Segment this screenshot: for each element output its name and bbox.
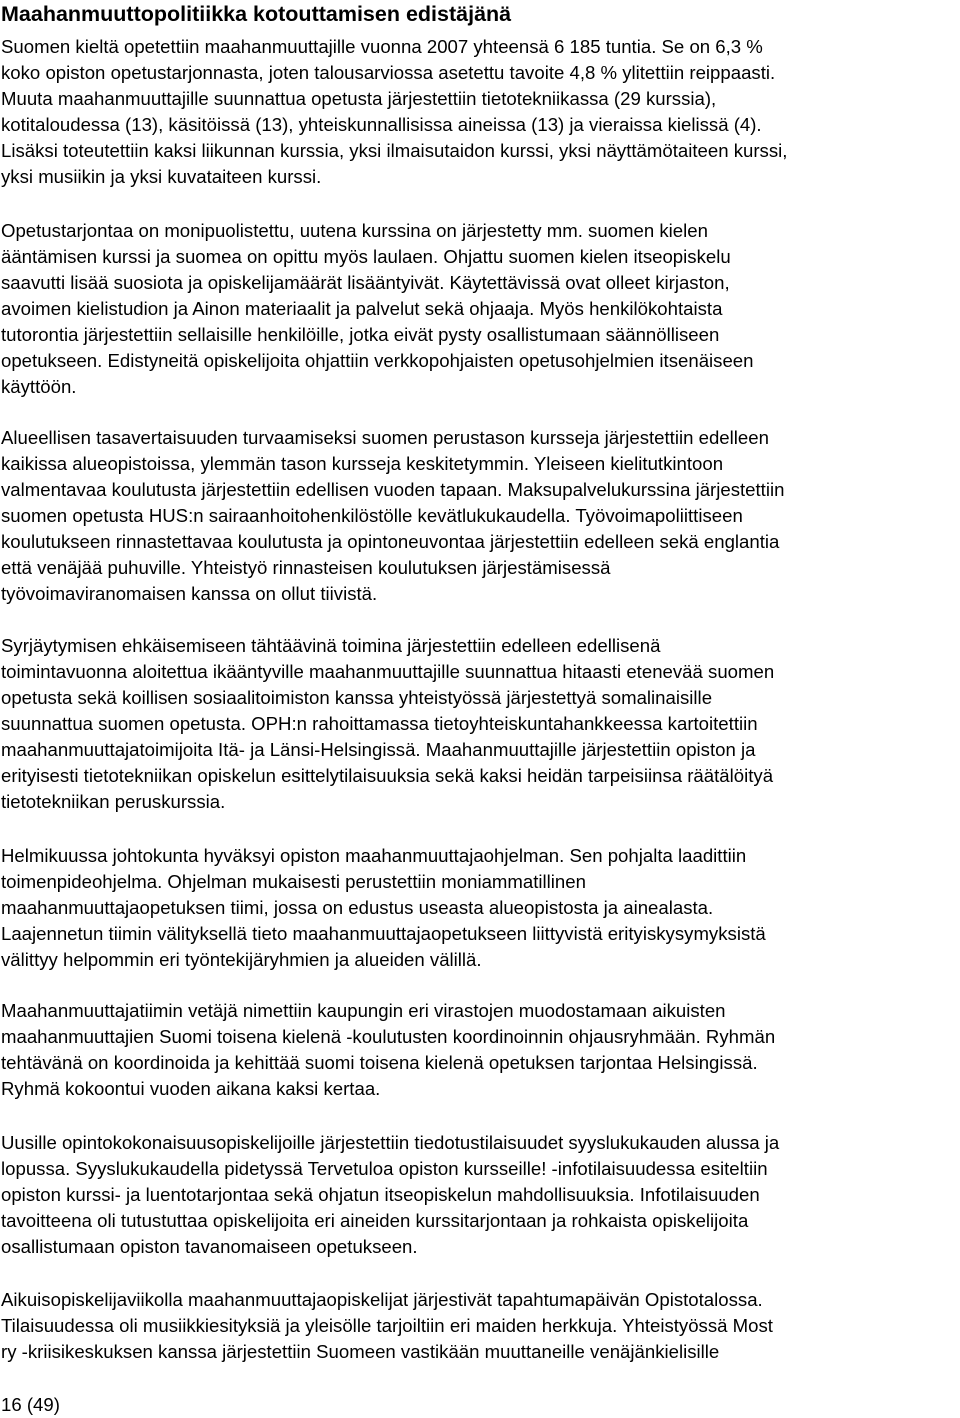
text-line: ry -kriisikeskuksen kanssa järjestettiin Suomeen vastikään muuttaneille venäjänkielisille [1, 1341, 720, 1362]
text-line: Uusille opintokokonaisuusopiskelijoille järjestettiin tiedotustilaisuudet syyslukukauden alussa ja [1, 1132, 780, 1153]
text-line: maahanmuuttajaopetuksen tiimi, jossa on edustus useasta alueopistosta ja ainealasta. [1, 897, 714, 918]
text-line: yksi musiikin ja yksi kuvataiteen kurssi. [1, 166, 322, 187]
text-line: suunnattua suomen opetusta. OPH:n rahoittamassa tietoyhteiskuntahankkeessa kartoitettiin [1, 713, 758, 734]
text-line: Syrjäytymisen ehkäisemiseen tähtäävinä toimina järjestettiin edelleen edellisenä [1, 635, 661, 656]
text-line: suomen opetusta HUS:n sairaanhoitohenkilöstölle kevätlukukaudella. Työvoimapoliittiseen [1, 505, 743, 526]
text-line: työvoimaviranomaisen kanssa on ollut tiivistä. [1, 583, 378, 604]
text-line: tavoitteena oli tutustuttaa opiskelijoita eri aineiden kurssitarjontaan ja rohkaista opiskelijoita [1, 1210, 749, 1231]
text-line: toimintavuonna aloitettua ikääntyville maahanmuuttajille suunnattua hitaasti etenevää suomen [1, 661, 775, 682]
text-line: maahanmuuttajatoimijoita Itä- ja Länsi-Helsingissä. Maahanmuuttajille järjestettiin opiston ja [1, 739, 756, 760]
page-number: 16 (49) [1, 1394, 60, 1415]
text-line: Laajennetun tiimin välityksellä tieto maahanmuuttajaopetukseen liittyvistä erityiskysymyksistä [1, 923, 766, 944]
text-line: tutorontia järjestettiin sellaisille henkilöille, jotka eivät pysty osallistumaan säännölliseen [1, 324, 720, 345]
text-line: Suomen kieltä opetettiin maahanmuuttajille vuonna 2007 yhteensä 6 185 tuntia. Se on 6,3 % [1, 36, 763, 57]
text-line: koulutukseen rinnastettavaa koulutusta ja opintoneuvontaa järjestettiin edelleen sekä englantia [1, 531, 780, 552]
text-line: Lisäksi toteutettiin kaksi liikunnan kurssia, yksi ilmaisutaidon kurssi, yksi näyttämötaiteen kurssi, [1, 140, 788, 161]
text-line: käyttöön. [1, 376, 77, 397]
text-line: Tilaisuudessa oli musiikkiesityksiä ja yleisölle tarjoiltiin eri maiden herkkuja. Yhteistyössä Most [1, 1315, 773, 1336]
text-line: Opetustarjontaa on monipuolistettu, uutena kurssina on järjestetty mm. suomen kielen [1, 220, 708, 241]
section-heading: Maahanmuuttopolitiikka kotouttamisen edistäjänä [1, 2, 512, 26]
text-line: Alueellisen tasavertaisuuden turvaamiseksi suomen perustason kursseja järjestettiin edelleen [1, 427, 769, 448]
text-line: ääntämisen kurssi ja suomea on opittu myös laulaen. Ohjattu suomen kielen itseopiskelu [1, 246, 731, 267]
text-line: opetukseen. Edistyneitä opiskelijoita ohjattiin verkkopohjaisten opetusohjelmien itsenäiseen [1, 350, 754, 371]
text-line: opiston kurssi- ja luentotarjontaa sekä ohjatun itseopiskelun mahdollisuuksia. Infotilaisuuden [1, 1184, 760, 1205]
text-line: saavutti lisää suosiota ja opiskelijamäärät lisääntyivät. Käytettävissä ovat olleet kirjaston, [1, 272, 730, 293]
text-line: tehtävänä on koordinoida ja kehittää suomi toisena kielenä opetuksen tarjontaa Helsingissä. [1, 1052, 758, 1073]
text-line: Maahanmuuttajatiimin vetäjä nimettiin kaupungin eri virastojen muodostamaan aikuisten [1, 1000, 726, 1021]
text-line: tietotekniikan peruskurssia. [1, 791, 226, 812]
text-line: Muuta maahanmuuttajille suunnattua opetusta järjestettiin tietotekniikassa (29 kurssia), [1, 88, 717, 109]
text-line: kaikissa alueopistoissa, ylemmän tason kursseja keskitetymmin. Yleiseen kielitutkintoon [1, 453, 724, 474]
text-line: välittyy helpommin eri työntekijäryhmien ja alueiden välillä. [1, 949, 482, 970]
text-line: Helmikuussa johtokunta hyväksyi opiston maahanmuuttajaohjelman. Sen pohjalta laadittiin [1, 845, 747, 866]
text-line: Aikuisopiskelijaviikolla maahanmuuttajaopiskelijat järjestivät tapahtumapäivän Opistotalossa. [1, 1289, 763, 1310]
text-line: avoimen kielistudion ja Ainon materiaalit ja palvelut sekä ohjaaja. Myös henkilökohtaista [1, 298, 723, 319]
text-line: toimenpideohjelma. Ohjelman mukaisesti perustettiin moniammatillinen [1, 871, 586, 892]
text-line: osallistumaan opiston tavanomaiseen opetukseen. [1, 1236, 418, 1257]
text-line: valmentavaa koulutusta järjestettiin edellisen vuoden tapaan. Maksupalvelukurssina järjestettiin [1, 479, 785, 500]
text-line: kotitaloudessa (13), käsitöissä (13), yhteiskunnallisissa aineissa (13) ja vieraissa kielissä (4). [1, 114, 762, 135]
text-line: lopussa. Syyslukukaudella pidetyssä Tervetuloa opiston kursseille! -infotilaisuudessa esiteltiin [1, 1158, 768, 1179]
text-line: maahanmuuttajien Suomi toisena kielenä -koulutusten koordinoinnin ohjausryhmään. Ryhmän [1, 1026, 776, 1047]
text-line: koko opiston opetustarjonnasta, joten talousarviossa asetettu tavoite 4,8 % ylitettiin reippaasti. [1, 62, 776, 83]
text-line: Ryhmä kokoontui vuoden aikana kaksi kertaa. [1, 1078, 381, 1099]
text-line: että venäjää puhuville. Yhteistyö rinnasteisen koulutuksen järjestämisessä [1, 557, 611, 578]
text-line: erityisesti tietotekniikan opiskelun esittelytilaisuuksia sekä kaksi heidän tarpeisiinsa räätälöityä [1, 765, 774, 786]
text-line: opetusta sekä koillisen sosiaalitoimiston kanssa yhteistyössä järjestettyä somalinaisille [1, 687, 713, 708]
